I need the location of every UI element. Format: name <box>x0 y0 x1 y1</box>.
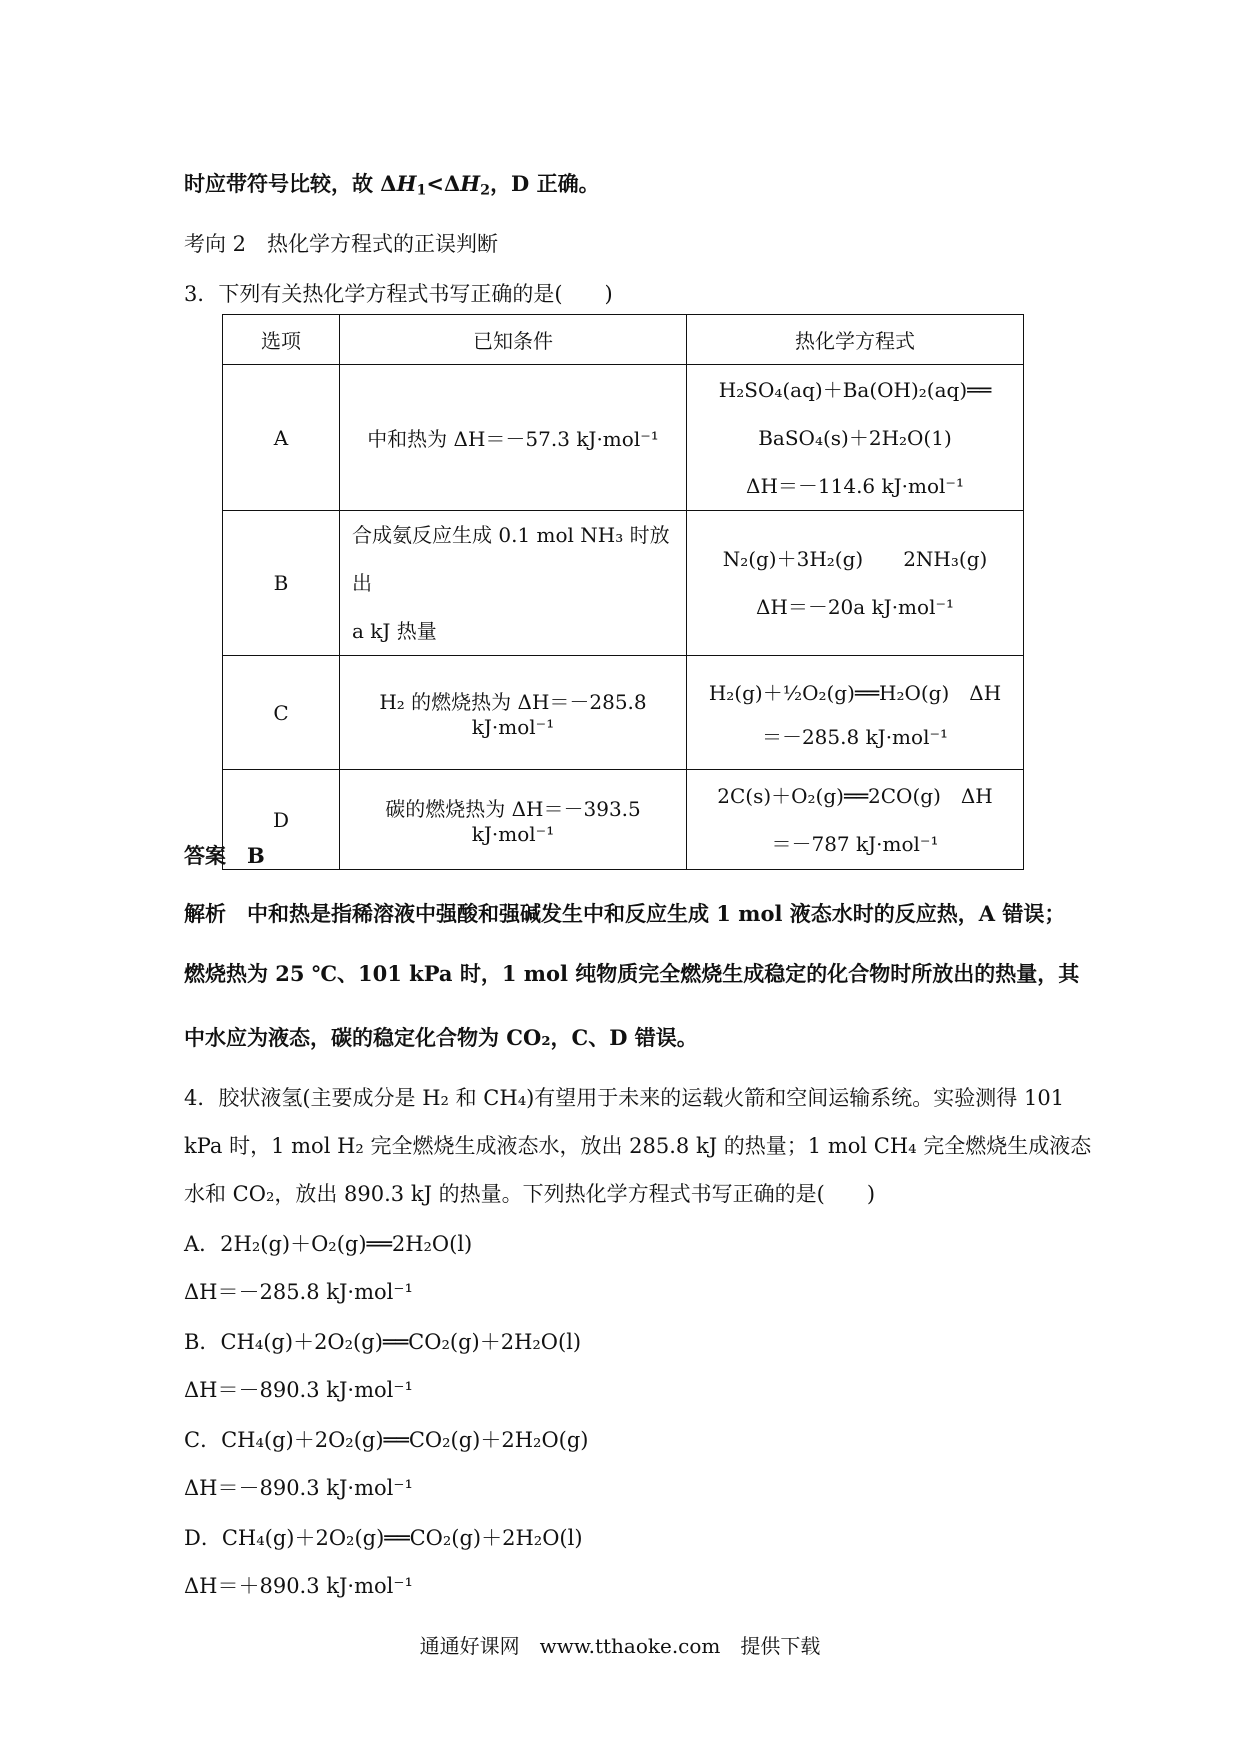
q4-stem-line2: kPa 时，1 mol H₂ 完全燃烧生成液态水，放出 285.8 kJ 的热量；1 mol CH₄ 完全燃烧生成液态 <box>184 1134 1092 1158</box>
row-a-condition: 中和热为 ΔH＝－57.3 kJ·mol⁻¹ <box>340 365 687 511</box>
row-b-eq-line1: N₂(g)＋3H₂(g) 2NH₃(g) <box>722 547 988 571</box>
table-row <box>223 770 1024 870</box>
row-b-cond-line1: 合成氨反应生成 0.1 mol NH₃ 时放出 <box>352 523 670 595</box>
continuation-line: 时应带符号比较，故 $\Delta H_1<\Delta H_2$，D 正确。 <box>184 171 600 199</box>
row-b-cond-line2: a kJ 热量 <box>352 619 437 643</box>
header-condition: 已知条件 <box>340 315 687 365</box>
row-d-eq-line2: ＝－787 kJ·mol⁻¹ <box>771 831 939 856</box>
row-d-option: D <box>223 770 340 870</box>
q4-option-a-dh: ΔH＝－285.8 kJ·mol⁻¹ <box>184 1280 413 1304</box>
row-c-equation <box>687 656 1024 770</box>
row-d-condition: 碳的燃烧热为 ΔH＝－393.5 kJ·mol⁻¹ <box>340 770 687 870</box>
q3-analysis-line3: 中水应为液态，碳的稳定化合物为 CO₂，C、D 错误。 <box>184 1025 698 1050</box>
row-d-eq-line1: 2C(s)＋O₂(g)══2CO(g) ΔH <box>717 783 993 808</box>
analysis-label: 解析 <box>184 901 226 926</box>
q3-analysis-line1: 解析 中和热是指稀溶液中强酸和强碱发生中和反应生成 1 mol 液态水时的反应热，A 错误； <box>184 901 1066 926</box>
q4-stem-line3: 水和 CO₂，放出 890.3 kJ 的热量。下列热化学方程式书写正确的是( ) <box>184 1182 876 1206</box>
q4-option-a: A．2H₂(g)＋O₂(g)══2H₂O(l) <box>184 1232 473 1256</box>
row-a-equation <box>687 365 1024 511</box>
table-header-row <box>223 315 1024 365</box>
q3-stem: 3．下列有关热化学方程式书写正确的是( ) <box>184 282 613 306</box>
row-b-eq-line2: ΔH＝－20a kJ·mol⁻¹ <box>755 595 955 619</box>
q4-option-b-dh: ΔH＝－890.3 kJ·mol⁻¹ <box>184 1378 413 1402</box>
q4-option-c: C．CH₄(g)＋2O₂(g)══CO₂(g)＋2H₂O(g) <box>184 1428 589 1452</box>
row-c-eq-line2: ＝－285.8 kJ·mol⁻¹ <box>761 724 949 749</box>
section-heading: 考向 2 热化学方程式的正误判断 <box>184 232 499 256</box>
table-row <box>223 511 1024 656</box>
row-b-option: B <box>223 511 340 656</box>
row-c-option: C <box>223 656 340 770</box>
q3-answer <box>184 840 265 870</box>
table-row <box>223 365 1024 511</box>
row-c-eq-line1: H₂(g)＋½O₂(g)══H₂O(g) ΔH <box>708 680 1002 705</box>
q4-option-d: D．CH₄(g)＋2O₂(g)══CO₂(g)＋2H₂O(l) <box>184 1526 583 1550</box>
row-c-condition: H₂ 的燃烧热为 ΔH＝－285.8 kJ·mol⁻¹ <box>340 656 687 770</box>
row-a-eq-line2: BaSO₄(s)＋2H₂O(1) <box>758 425 952 450</box>
header-option: 选项 <box>223 315 340 365</box>
row-a-eq-line1: H₂SO₄(aq)＋Ba(OH)₂(aq)══ <box>718 377 992 402</box>
q3-analysis-line2: 燃烧热为 25 ℃、101 kPa 时，1 mol 纯物质完全燃烧生成稳定的化合物时所放出的热量，其 <box>184 961 1080 986</box>
q4-option-d-dh: ΔH＝＋890.3 kJ·mol⁻¹ <box>184 1574 413 1598</box>
row-b-equation <box>687 511 1024 656</box>
row-b-condition <box>340 511 687 656</box>
answer-label: 答案 <box>184 843 226 868</box>
q3-table <box>222 314 1024 870</box>
row-d-equation <box>687 770 1024 870</box>
header-equation: 热化学方程式 <box>687 315 1024 365</box>
table-row <box>223 656 1024 770</box>
row-a-option: A <box>223 365 340 511</box>
page-footer: 通通好课网 www.tthaoke.com 提供下载 <box>419 1634 821 1658</box>
answer-value: B <box>247 843 265 868</box>
q4-option-c-dh: ΔH＝－890.3 kJ·mol⁻¹ <box>184 1476 413 1500</box>
q4-stem-line1: 4．胶状液氢(主要成分是 H₂ 和 CH₄)有望用于未来的运载火箭和空间运输系统。实验测得 101 <box>184 1086 1065 1110</box>
q4-option-b: B．CH₄(g)＋2O₂(g)══CO₂(g)＋2H₂O(l) <box>184 1330 582 1354</box>
row-a-eq-line3: ΔH＝－114.6 kJ·mol⁻¹ <box>746 473 964 498</box>
